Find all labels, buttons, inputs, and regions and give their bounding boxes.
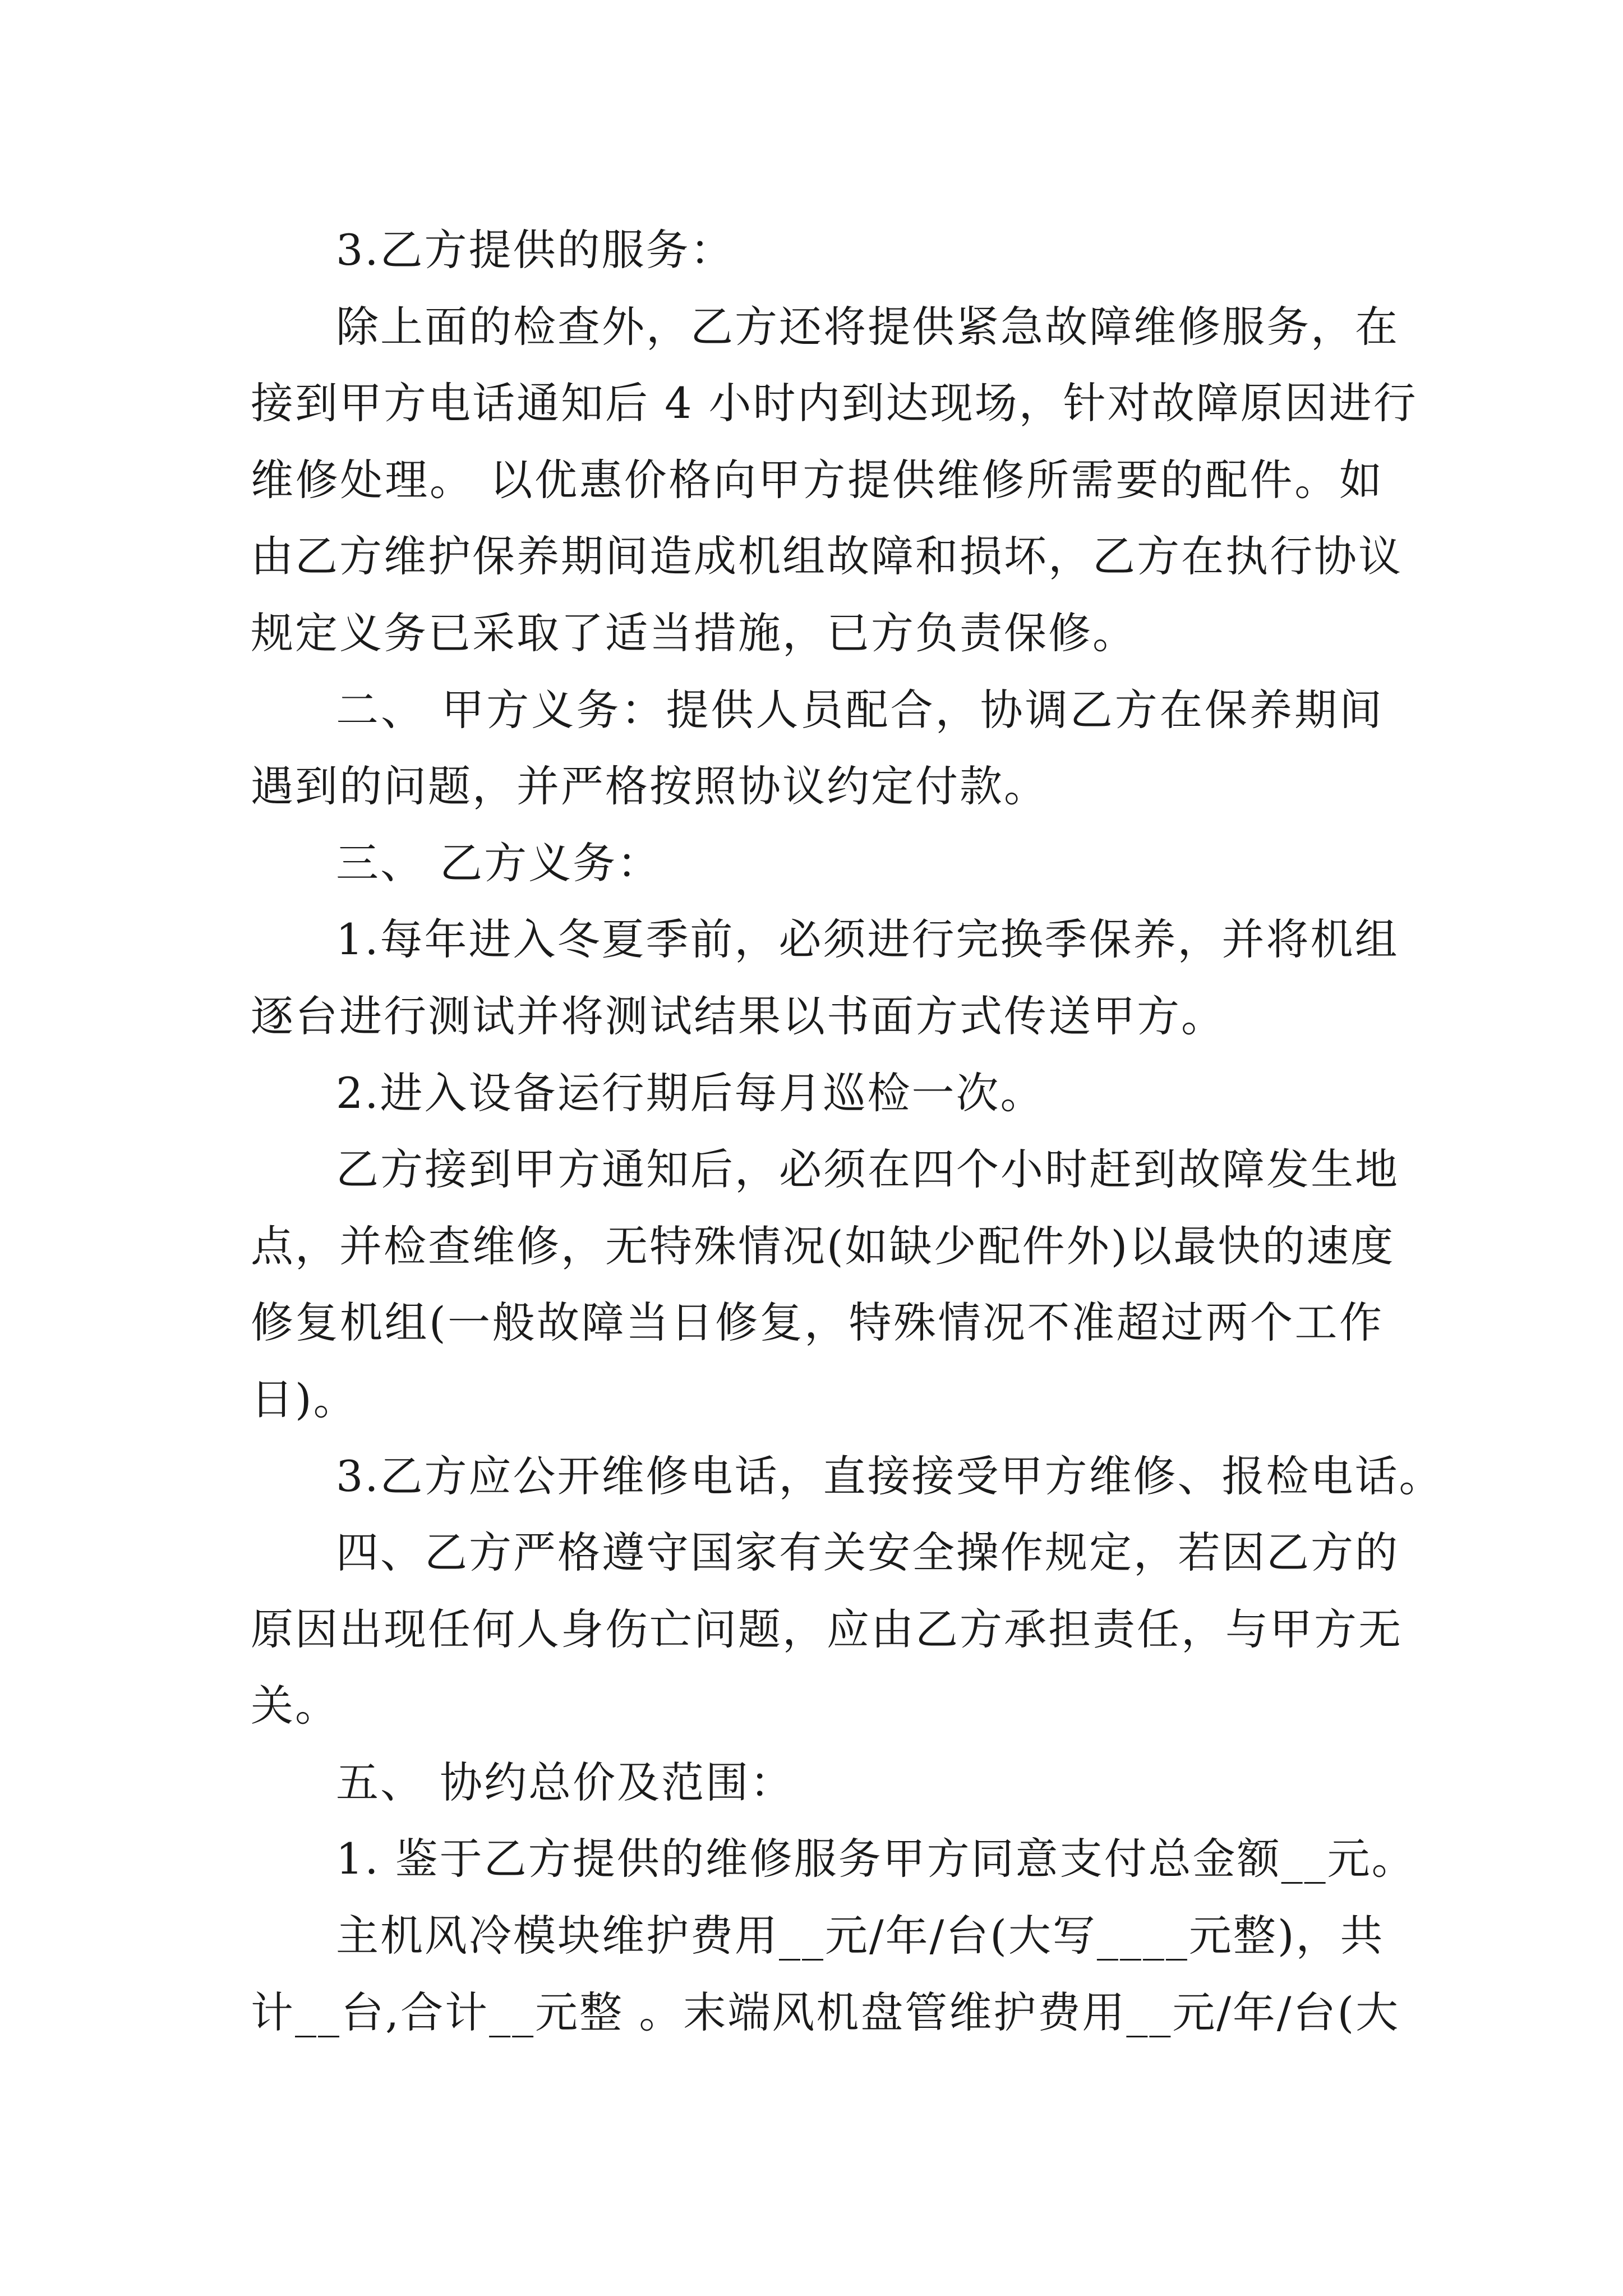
paragraph-line: 维修处理。 以优惠价格向甲方提供维修所需要的配件。如 [251, 454, 1384, 505]
paragraph-line: 1. 鉴于乙方提供的维修服务甲方同意支付总金额__元。 [336, 1834, 1416, 1884]
paragraph-line: 点，并检查维修，无特殊情况(如缺少配件外)以最快的速度 [251, 1221, 1395, 1271]
paragraph-line: 计__台,合计__元整 。末端风机盘管维护费用__元/年/台(大 [251, 1987, 1400, 2037]
section-heading: 五、 协约总价及范围： [336, 1757, 795, 1807]
paragraph-line: 原因出现任何人身伤亡问题，应由乙方承担责任，与甲方无 [251, 1604, 1403, 1654]
paragraph-line: 2.进入设备运行期后每月巡检一次。 [336, 1068, 1045, 1118]
section-heading: 二、 甲方义务：提供人员配合，协调乙方在保养期间 [336, 684, 1384, 735]
paragraph-line: 1.每年进入冬夏季前，必须进行完换季保养，并将机组 [336, 914, 1399, 965]
paragraph-line: 由乙方维护保养期间造成机组故障和损坏，乙方在执行协议 [251, 531, 1403, 582]
section-heading: 3.乙方提供的服务： [336, 225, 735, 275]
paragraph-line: 遇到的问题，并严格按照协议约定付款。 [251, 761, 1048, 812]
paragraph-line: 主机风冷模块维护费用__元/年/台(大写____元整)，共 [336, 1911, 1385, 1961]
paragraph-line: 除上面的检查外，乙方还将提供紧急故障维修服务，在 [336, 301, 1399, 352]
paragraph-line: 接到甲方电话通知后 4 小时内到达现场，针对故障原因进行 [251, 378, 1418, 429]
paragraph-line: 日)。 [251, 1374, 358, 1424]
section-heading: 三、 乙方义务： [336, 838, 662, 888]
paragraph-line: 3.乙方应公开维修电话，直接接受甲方维修、报检电话。 [336, 1451, 1444, 1501]
paragraph-line: 修复机组(一般故障当日修复，特殊情况不准超过两个工作 [251, 1297, 1384, 1348]
paragraph-line: 乙方接到甲方通知后，必须在四个小时赶到故障发生地 [336, 1144, 1399, 1195]
paragraph-line: 规定义务已采取了适当措施，已方负责保修。 [251, 608, 1137, 658]
document-body [251, 212, 1444, 2051]
section-heading: 四、乙方严格遵守国家有关安全操作规定，若因乙方的 [336, 1527, 1399, 1578]
paragraph-line: 关。 [251, 1681, 339, 1731]
paragraph-line: 逐台进行测试并将测试结果以书面方式传送甲方。 [251, 991, 1225, 1041]
